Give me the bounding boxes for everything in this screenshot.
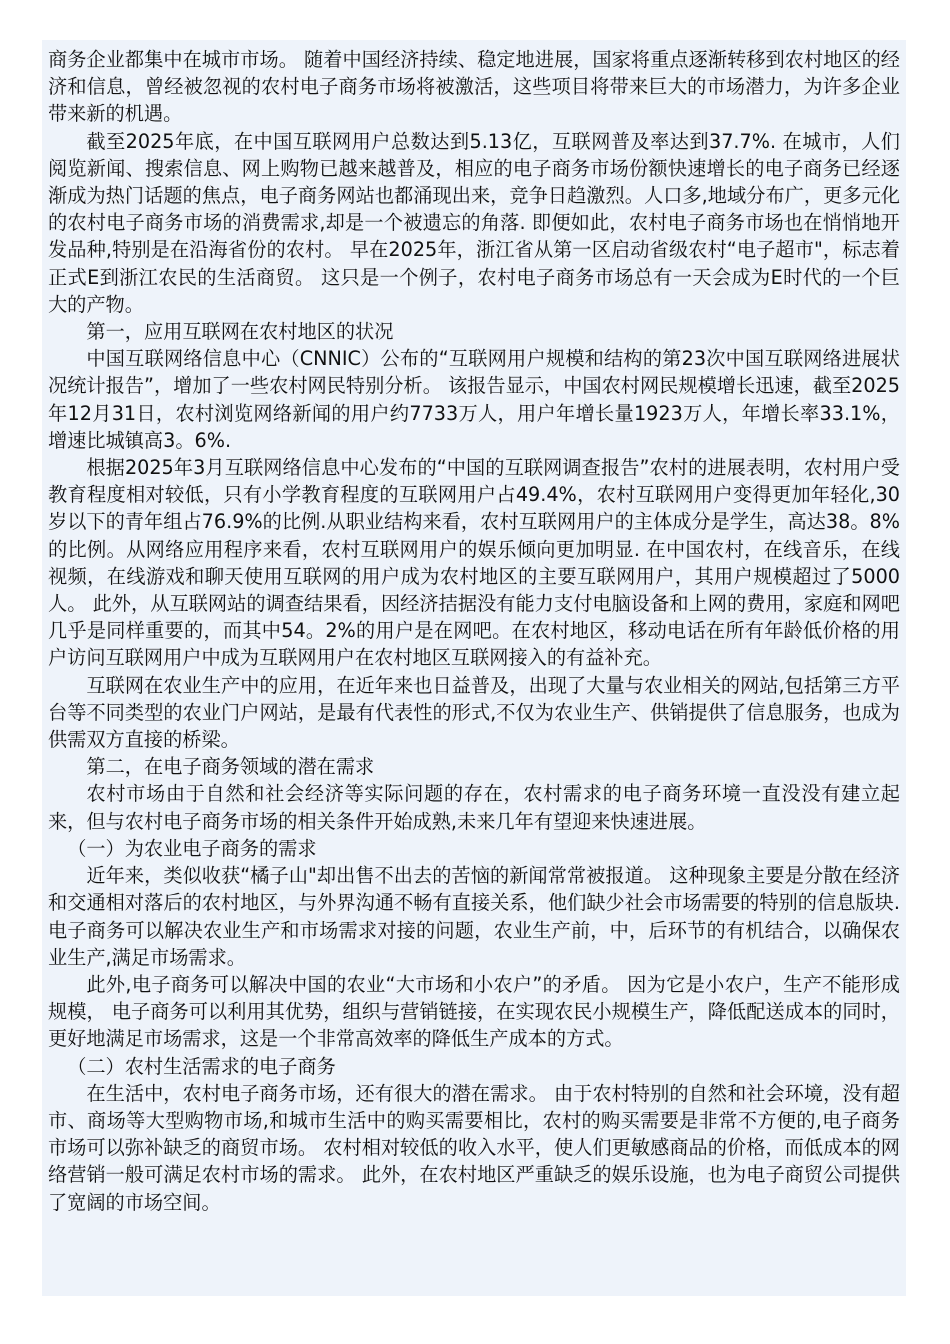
paragraph: 商务企业都集中在城市市场。 随着中国经济持续、稳定地进展，国家将重点逐渐转移到农村地区的经济和信息，曾经被忽视的农村电子商务市场将被激活，这些项目将带来巨大的市场潜力，为许多企业带来新的机遇。 <box>48 48 900 126</box>
paragraph: 中国互联网络信息中心（CNNIC）公布的“互联网用户规模和结构的第23次中国互联网络进展状况统计报告”，增加了一些农村网民特别分析。 该报告显示，中国农村网民规模增长迅速，截至2025年12月31日，农村浏览网络新闻的用户约7733万人，用户年增长量1923万人，年增长率33.1%，增速比城镇高3。6%. <box>48 347 900 452</box>
paragraph: 根据2025年3月互联网络信息中心发布的“中国的互联网调查报告”农村的进展表明，农村用户受教育程度相对较低，只有小学教育程度的互联网用户占49.4%，农村互联网用户变得更加年轻化,30岁以下的青年组占76.9%的比例.从职业结构来看，农村互联网用户的主体成分是学生，高达38。8%的比例。从网络应用程序来看，农村互联网用户的娱乐倾向更加明显. 在中国农村，在线音乐，在线视频，在线游戏和聊天使用互联网的用户成为农村地区的主要互联网用户，其用户规模超过了5000人。 此外，从互联网站的调查结果看，因经济拮据没有能力支付电脑设备和上网的费用，家庭和网吧几乎是同样重要的，而其中54。2%的用户是在网吧。在农村地区，移动电话在所有年龄低价格的用户访问互联网用户中成为互联网用户在农村地区互联网接入的有益补充。 <box>48 456 900 670</box>
paragraph: 互联网在农业生产中的应用，在近年来也日益普及，出现了大量与农业相关的网站,包括第三方平台等不同类型的农业门户网站，是最有代表性的形式,不仅为农业生产、供销提供了信息服务，也成为供需双方直接的桥梁。 <box>48 673 900 752</box>
paragraph: 近年来，类似收获“橘子山"却出售不出去的苦恼的新闻常常被报道。 这种现象主要是分散在经济和交通相对落后的农村地区，与外界沟通不畅有直接关系，他们缺少社会市场需要的特别的信息版块. 电子商务可以解决农业生产和市场需求对接的问题，农业生产前，中，后环节的有机结合，以确保农业生产,满足市场需求。 <box>48 864 900 969</box>
subsection-heading: （一）为农业电子商务的需求 <box>67 836 317 860</box>
document-page <box>42 40 906 1296</box>
paragraph: 截至2025年底，在中国互联网用户总数达到5.13亿，互联网普及率达到37.7%. 在城市，人们阅览新闻、搜索信息、网上购物已越来越普及，相应的电子商务市场份额快速增长的电子商务已经逐渐成为热门话题的焦点，电子商务网站也都涌现出来，竞争日趋激烈。人口多,地域分布广，更多元化的农村电子商务市场的消费需求,却是一个被遗忘的角落. 即便如此，农村电子商务市场也在悄悄地开发品种,特别是在沿海省份的农村。 早在2025年，浙江省从第一区启动省级农村“电子超市"，标志着正式E到浙江农民的生活商贸。 这只是一个例子，农村电子商务市场总有一天会成为E时代的一个巨大的产物。 <box>48 129 900 316</box>
section-heading: 第一，应用互联网在农村地区的状况 <box>86 320 394 344</box>
paragraph: 此外,电子商务可以解决中国的农业“大市场和小农户”的矛盾。 因为它是小农户，生产不能形成规模， 电子商务可以利用其优势，组织与营销链接，在实现农民小规模生产，降低配送成本的同时，更好地满足市场需求，这是一个非常高效率的降低生产成本的方式。 <box>48 972 900 1051</box>
subsection-heading: （二）农村生活需求的电子商务 <box>67 1054 336 1078</box>
paragraph: 在生活中，农村电子商务市场，还有很大的潜在需求。 由于农村特别的自然和社会环境，没有超市、商场等大型购物市场,和城市生活中的购买需要相比，农村的购买需要是非常不方便的,电子商务市场可以弥补缺乏的商贸市场。 农村相对较低的收入水平，使人们更敏感商品的价格，而低成本的网络营销一般可满足农村市场的需求。 此外，在农村地区严重缺乏的娱乐设施，也为电子商贸公司提供了宽阔的市场空间。 <box>48 1081 900 1214</box>
document-body <box>42 40 906 1216</box>
section-heading: 第二，在电子商务领域的潜在需求 <box>86 755 375 779</box>
paragraph: 农村市场由于自然和社会经济等实际问题的存在，农村需求的电子商务环境一直没没有建立起来，但与农村电子商务市场的相关条件开始成熟,未来几年有望迎来快速进展。 <box>48 782 900 833</box>
